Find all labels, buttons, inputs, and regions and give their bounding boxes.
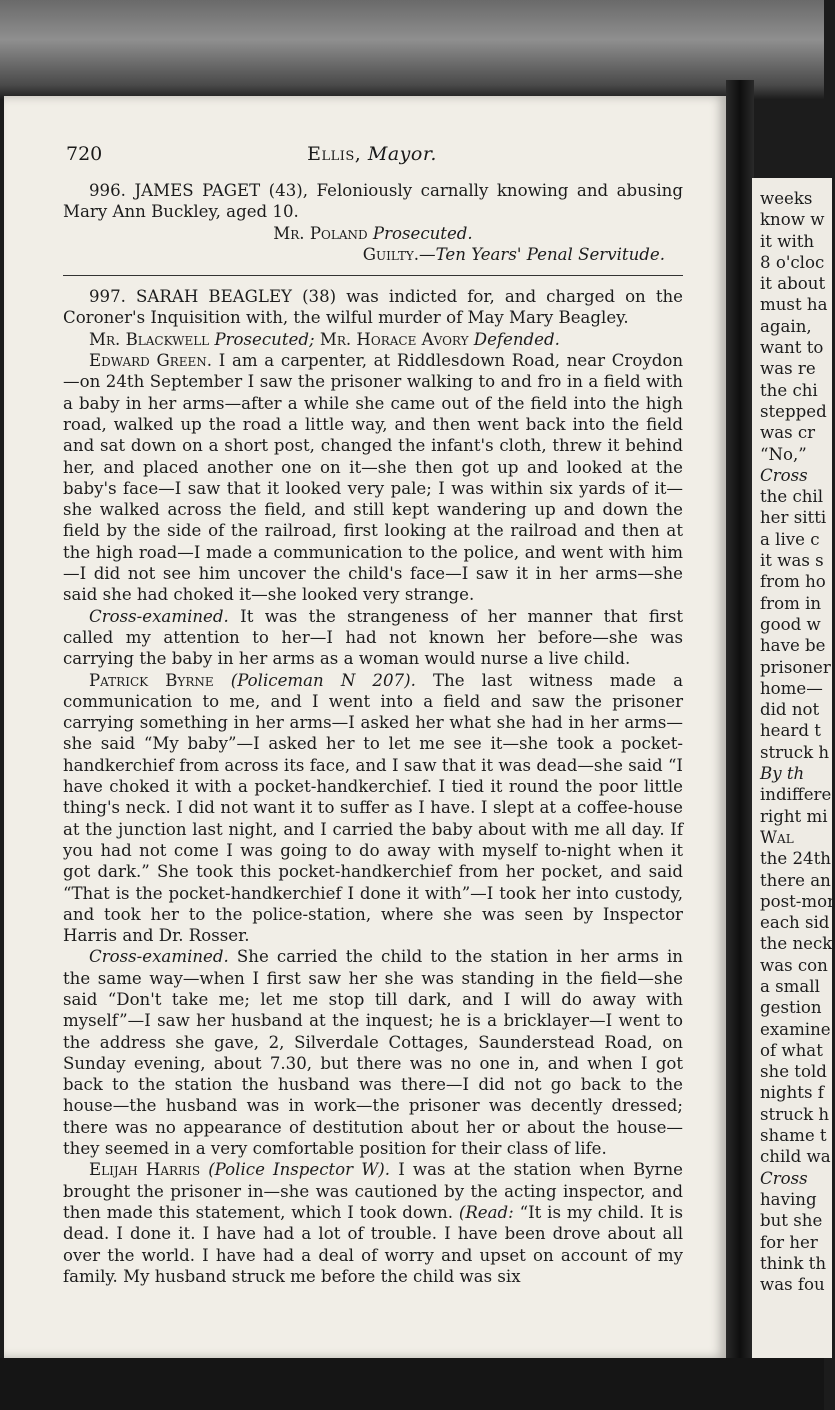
facing-page-line: nights f xyxy=(760,1083,824,1103)
facing-page-line: the chil xyxy=(760,487,824,507)
cross-exam-green-text: It was the strangeness of her manner that first called my attention to her—I had not known her before—she was carrying the baby in her arms as a woman would nurse a live child. xyxy=(63,606,684,669)
witness-byrne-testimony: The last witness made a communication to me, and I went into a field and saw the prisoner carrying something in her arms—I asked her what she had in her arms—she said “My baby”—I asked her to let me see it—she took a pocket-handkerchief from across its face, and I saw that it was dead—she said “I have choked it with a pocket-handkerchief. I tied it round the poor little thing's neck. I did not want it to suffer as I have. I slept at a coffee-house at the junction last night, and I carried the baby about with me all day. If you had not come I was going to do away with myself to-night when it got dark.” She took this pocket-handkerchief from her pocket, and said “That is the pocket-handkerchief I done it with”—I took her into custody, and took her to the police-station, where she was seen by Inspector Harris and Dr. Rosser. xyxy=(63,670,683,946)
page-number: 720 xyxy=(66,143,103,165)
facing-page-line: weeks xyxy=(760,189,813,208)
header-role: Mayor. xyxy=(367,143,437,165)
case-996-prosecutor: Mr. Poland xyxy=(273,223,368,243)
facing-page-line: the neck xyxy=(760,934,833,954)
book-gutter xyxy=(726,80,754,1370)
case-996-verdict: Guilty.— xyxy=(362,244,436,264)
cross-exam-label: Cross-examined. xyxy=(89,606,229,626)
read-statement: “It is my child. It is dead. I done it. I have had a lot of trouble. I have been drove about all over the world. I have had a deal of worry and upset on account of my family. My husband struck me before the child was six xyxy=(63,1202,684,1286)
facing-page-line: but she xyxy=(760,1211,823,1231)
facing-page-line: a small xyxy=(760,976,820,996)
case-997-defender: Mr. Horace Avory xyxy=(319,329,469,349)
facing-page-line: post-mor xyxy=(760,891,835,911)
case-996-heading: 996. JAMES PAGET (43), Feloniously carnally knowing and abusing Mary Ann Buckley, aged 10. xyxy=(63,181,683,222)
case-997-counsel xyxy=(63,329,683,350)
cross-exam-green-paragraph xyxy=(63,606,683,670)
witness-harris-paragraph xyxy=(63,1159,683,1287)
witness-harris-role: (Police Inspector W). xyxy=(208,1160,391,1180)
case-996-sentence: Ten Years' Penal Servitude. xyxy=(435,244,665,264)
cross-exam-byrne-paragraph xyxy=(63,946,683,1159)
facing-page-line: stepped xyxy=(760,401,827,421)
case-997-prosecuted: Prosecuted; xyxy=(214,329,315,349)
case-997-heading: 997. SARAH BEAGLEY (38) was indicted for, and charged on the Coroner's Inquisition with, the wilful murder of May Mary Beagley. xyxy=(63,287,683,328)
witness-harris-name: Elijah Harris xyxy=(89,1160,201,1180)
facing-page-line: the 24th xyxy=(760,849,831,869)
facing-page-line: was fou xyxy=(760,1275,825,1295)
facing-page-line: having xyxy=(760,1189,817,1209)
facing-page-line: Cross xyxy=(760,1168,808,1188)
facing-page-line: heard t xyxy=(760,721,821,741)
facing-page-line: it about xyxy=(760,274,826,294)
case-996-prosecuted: Prosecuted. xyxy=(372,223,473,243)
main-text-column xyxy=(63,180,683,1287)
facing-page-line: examine xyxy=(760,1019,831,1039)
facing-page-line: know w xyxy=(760,210,825,230)
facing-page-text xyxy=(760,188,835,1295)
facing-page-line: each sid xyxy=(760,913,830,933)
facing-page-line: prisoner xyxy=(760,657,831,677)
case-996-verdict-line xyxy=(63,244,683,265)
facing-page-line: 8 o'cloc xyxy=(760,252,825,272)
facing-page-line: want to xyxy=(760,338,824,358)
facing-page-line: her sitti xyxy=(760,508,827,528)
facing-page-line: was re xyxy=(760,359,816,379)
facing-page-line: shame t xyxy=(760,1126,827,1146)
facing-page-line: she told xyxy=(760,1062,827,1082)
facing-page-line: home— xyxy=(760,678,823,698)
running-head xyxy=(66,143,678,173)
facing-page-line: right mi xyxy=(760,806,828,826)
facing-page-line: a live c xyxy=(760,529,820,549)
scan-top-border xyxy=(0,0,824,100)
witness-green-name: Edward Green. xyxy=(89,351,213,371)
facing-page-line: child wa xyxy=(760,1147,831,1167)
facing-page-line: it with xyxy=(760,231,815,251)
facing-page-line: have be xyxy=(760,636,826,656)
facing-page-line: “No,” xyxy=(760,444,807,464)
cross-exam-label: Cross-examined. xyxy=(89,947,229,967)
facing-page-line: struck h xyxy=(760,1104,830,1124)
case-997-defended: Defended. xyxy=(473,329,560,349)
witness-green-paragraph xyxy=(63,350,683,606)
facing-page-line: there an xyxy=(760,870,831,890)
facing-page-line: it was s xyxy=(760,551,824,571)
section-divider xyxy=(63,275,683,276)
case-997-prosecutor: Mr. Blackwell xyxy=(89,329,210,349)
facing-page-line: must ha xyxy=(760,295,828,315)
witness-byrne-paragraph xyxy=(63,670,683,947)
cross-exam-byrne-text: She carried the child to the station in her arms in the same way—when I first saw her she was standing in the field—she said “Don't take me; let me stop till dark, and I will do away with myself”—I saw her husband at the inquest; he is a bricklayer—I went to the address she gave, 2, Silverdale Cottages, Saunderstead Road, on Sunday evening, about 7.30, but there was no one in, and when I got back to the station the husband was there—I did not go back to the house—the husband was in work—the prisoner was decently dressed; there was no appearance of destitution about her or about the house—they seemed in a very comfortable position for their class of life. xyxy=(63,947,683,1159)
facing-page-line: think th xyxy=(760,1253,827,1273)
witness-byrne-name: Patrick Byrne xyxy=(89,670,214,690)
facing-page-line: from ho xyxy=(760,572,826,592)
witness-byrne-role: (Policeman N 207). xyxy=(230,670,416,690)
facing-page-line: Cross xyxy=(760,465,808,485)
facing-page-line: indiffere xyxy=(760,785,832,805)
facing-page-line: of what xyxy=(760,1040,823,1060)
facing-page-line: from in xyxy=(760,593,822,613)
facing-page-line: did not xyxy=(760,700,820,720)
facing-page-line: again, xyxy=(760,316,812,336)
facing-page-line: By th xyxy=(760,764,805,784)
read-label: (Read: xyxy=(458,1202,514,1222)
facing-page-line: struck h xyxy=(760,742,830,762)
facing-page-line: gestion xyxy=(760,998,822,1018)
scan-bottom-border xyxy=(0,1358,824,1410)
facing-page-line: good w xyxy=(760,614,821,634)
witness-harris-testimony: I was at the station when Byrne brought the prisoner in—she was cautioned by the acting inspector, and then made this statement, which I took down. xyxy=(63,1160,683,1222)
page-header-title xyxy=(66,143,678,165)
header-name: Ellis, xyxy=(307,143,362,165)
facing-page-line: for her xyxy=(760,1232,818,1252)
facing-page-line: was con xyxy=(760,955,828,975)
witness-green-testimony: I am a carpenter, at Riddlesdown Road, near Croydon—on 24th September I saw the prisoner walking to and fro in a field with a baby in her arms—after a while she came out of the field into the high road, walked up the road a little way, and then went back into the field and sat down on a short post, changed the infant's cloth, threw it behind her, and placed another one on it—she then got up and looked at the baby's face—I saw that it looked very pale; I was within six yards of it—she walked across the field, and still kept wandering up and down the field by the side of the railroad, first looking at the railroad and then at the high road—I made a communication to the police, and went with him—I did not see him uncover the child's face—I saw it in her arms—she said she had choked it—she looked very strange. xyxy=(63,351,684,605)
facing-page-line: Wal xyxy=(760,827,794,847)
facing-page-line: the chi xyxy=(760,380,818,400)
case-996-counsel xyxy=(63,223,683,244)
facing-page-line: was cr xyxy=(760,423,816,443)
